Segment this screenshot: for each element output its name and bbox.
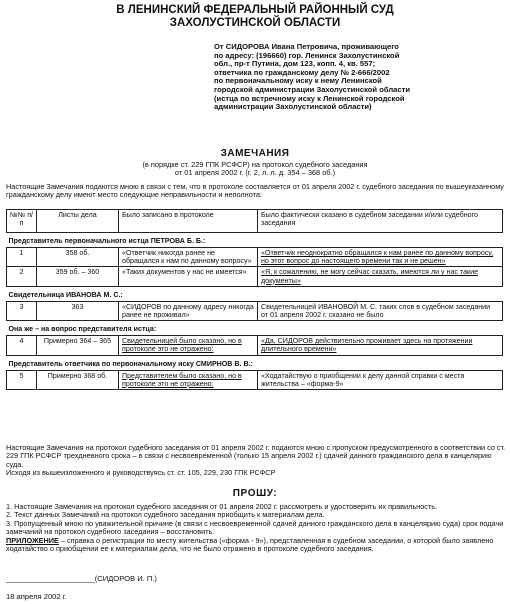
header-sheets: Листы дела: [37, 210, 119, 233]
signature-line: _____________________(СИДОРОВ И. П.): [6, 574, 157, 583]
after-table-text: [6, 444, 506, 478]
table-row: [7, 301, 503, 320]
row-recorded: Представителем было сказано, но в протоколе это не отражено:: [119, 370, 258, 389]
applicant-line: (истца по встречному иску к Ленинской городской: [214, 93, 405, 103]
attachment-text: – справка о регистрации по месту жительства («форма - 9»), представленная в судебном заседании, о которой было заявлено ходатайство о приобщении ее к материалам дела, что не было отражено в протоколе судебного заседания.: [6, 535, 494, 554]
table-row: [7, 370, 503, 389]
court-name-line1: В ЛЕНИНСКИЙ ФЕДЕРАЛЬНЫЙ РАЙОННЫЙ СУД: [116, 4, 394, 16]
table-section-row: [7, 286, 503, 301]
row-number: 4: [7, 336, 37, 355]
document-title: ЗАМЕЧАНИЯ: [220, 148, 290, 159]
header-actual: Было фактически сказано в судебном заседании и/или судебного заседания: [258, 210, 503, 233]
row-actual: «Ответчик неоднократно обращался к нам ранее по данному вопросу, но этот вопрос до настоящего времени так и не решен»: [258, 248, 503, 267]
table-row: [7, 267, 503, 286]
row-sheet: 359 об. – 360: [37, 267, 119, 286]
row-number: 2: [7, 267, 37, 286]
section-label: Представитель первоначального истца ПЕТРОВА Б. Б.:: [7, 233, 503, 248]
table-row: [7, 248, 503, 267]
court-addressee: [0, 4, 510, 30]
remarks-table: [6, 209, 503, 390]
section-label: Она же – на вопрос представителя истца:: [7, 321, 503, 336]
legal-basis-paragraph: Исходя из вышеизложенного и руководствуясь ст. ст. 105, 229, 230 ГПК РСФСР: [6, 468, 276, 478]
applicant-line: ответчика по гражданскому делу № 2-666/2002: [214, 67, 390, 77]
subtitle-line2: от 01 апреля 2002 г. (г. 2, л. л. д. 354 – 368 об.): [174, 168, 336, 178]
row-actual: «Да, СИДОРОВ действительно проживает здесь на протяжении длительного времени»: [258, 336, 503, 355]
request-heading: ПРОШУ:: [232, 488, 278, 499]
row-sheet: 358 об.: [37, 248, 119, 267]
applicant-line: администрации Захолустинской области): [214, 102, 372, 112]
header-number: №№ п/п: [7, 210, 37, 233]
row-sheet: 363: [37, 301, 119, 320]
attachment-note: [6, 537, 506, 554]
applicant-line: городской администрации Захолустинской области: [214, 84, 410, 94]
row-recorded: «Ответчик никогда ранее не обращался к нам по данному вопросу»: [119, 248, 258, 267]
applicant-line: по первоначальному иску к нему Ленинской: [214, 76, 382, 86]
row-sheet: Примерно 368 об.: [37, 370, 119, 389]
attachment-label: ПРИЛОЖЕНИЕ: [6, 535, 59, 545]
late-filing-paragraph: Настоящие Замечания на протокол судебного заседания от 01 апреля 2002 г. подаются мною с пропуском предусмотренного в соответствии со ст. 229 ГПК РСФСР трехдневного срока – в связи с несвоевременной (только 15 апреля 2002 г.) сдачей данного гражданского дела в канцелярию суда.: [6, 443, 506, 469]
table-header-row: [7, 210, 503, 233]
row-actual: «Я, к сожалению, не могу сейчас сказать, имеются ли у нас такие документы»: [258, 267, 503, 286]
row-actual: Свидетельницей ИВАНОВОЙ М. С. таких слов в судебном заседании от 01 апреля 2002 г. сказано не было: [258, 301, 503, 320]
table-row: [7, 336, 503, 355]
row-recorded: «СИДОРОВ по данному адресу никогда ранее не проживал»: [119, 301, 258, 320]
table-section-row: [7, 355, 503, 370]
row-number: 5: [7, 370, 37, 389]
subtitle-line1: (в порядке ст. 229 ГПК РСФСР) на протокол судебного заседания: [142, 160, 368, 169]
row-recorded: Свидетельницей было сказано, но в протоколе это не отражено:: [119, 336, 258, 355]
applicant-line: по адресу: (196660) гор. Ленинск Захолустинской: [214, 50, 400, 60]
request-list: [6, 503, 506, 553]
row-number: 3: [7, 301, 37, 320]
section-label: Свидетельница ИВАНОВА М. С.:: [7, 286, 503, 301]
applicant-line: обл., пр-т Путина, дом 123, копп. 4, кв. 557;: [214, 59, 376, 69]
request-item: 2. Текст данных Замечаний на протокол судебного заседания приобщить к материалам дела.: [6, 510, 325, 520]
request-item: 1. Настоящие Замечания на протокол судебного заседания от 01 апреля 2002 г. рассмотреть и удостоверить их правильность.: [6, 502, 438, 511]
row-recorded: «Таких документов у нас не имеется»: [119, 267, 258, 286]
applicant-block: [214, 43, 508, 112]
intro-paragraph: Настоящие Замечания подаются мною в связи с тем, что в протоколе составляется от 01 апреля 2002 г. судебного заседания по вышеуказанному гражданскому делу имеют место следующие неправильности и неполнота:: [6, 182, 504, 200]
header-recorded: Было записано в протоколе: [119, 210, 258, 233]
section-label: Представитель ответчика по первоначальному иску СМИРНОВ В. В.:: [7, 355, 503, 370]
request-item: 3. Пропущенный мною по уважительной причине (в связи с несвоевременной сдачей данного гражданского дела в канцелярию суда) срок подачи замечаний на протокол судебного заседания – восстановить.: [6, 518, 504, 537]
court-name-line2: ЗАХОЛУСТИНСКОЙ ОБЛАСТИ: [169, 17, 341, 29]
document-date: 18 апреля 2002 г.: [6, 592, 67, 601]
table-section-row: [7, 321, 503, 336]
row-number: 1: [7, 248, 37, 267]
applicant-line: От СИДОРОВА Ивана Петровича, проживающего: [214, 42, 399, 51]
table-section-row: [7, 233, 503, 248]
row-actual: «Ходатайствую о приобщении к делу данной справки с места жительства – «форма-9»: [258, 370, 503, 389]
row-sheet: Примерно 364 – 365: [37, 336, 119, 355]
document-subtitle: [0, 161, 510, 178]
